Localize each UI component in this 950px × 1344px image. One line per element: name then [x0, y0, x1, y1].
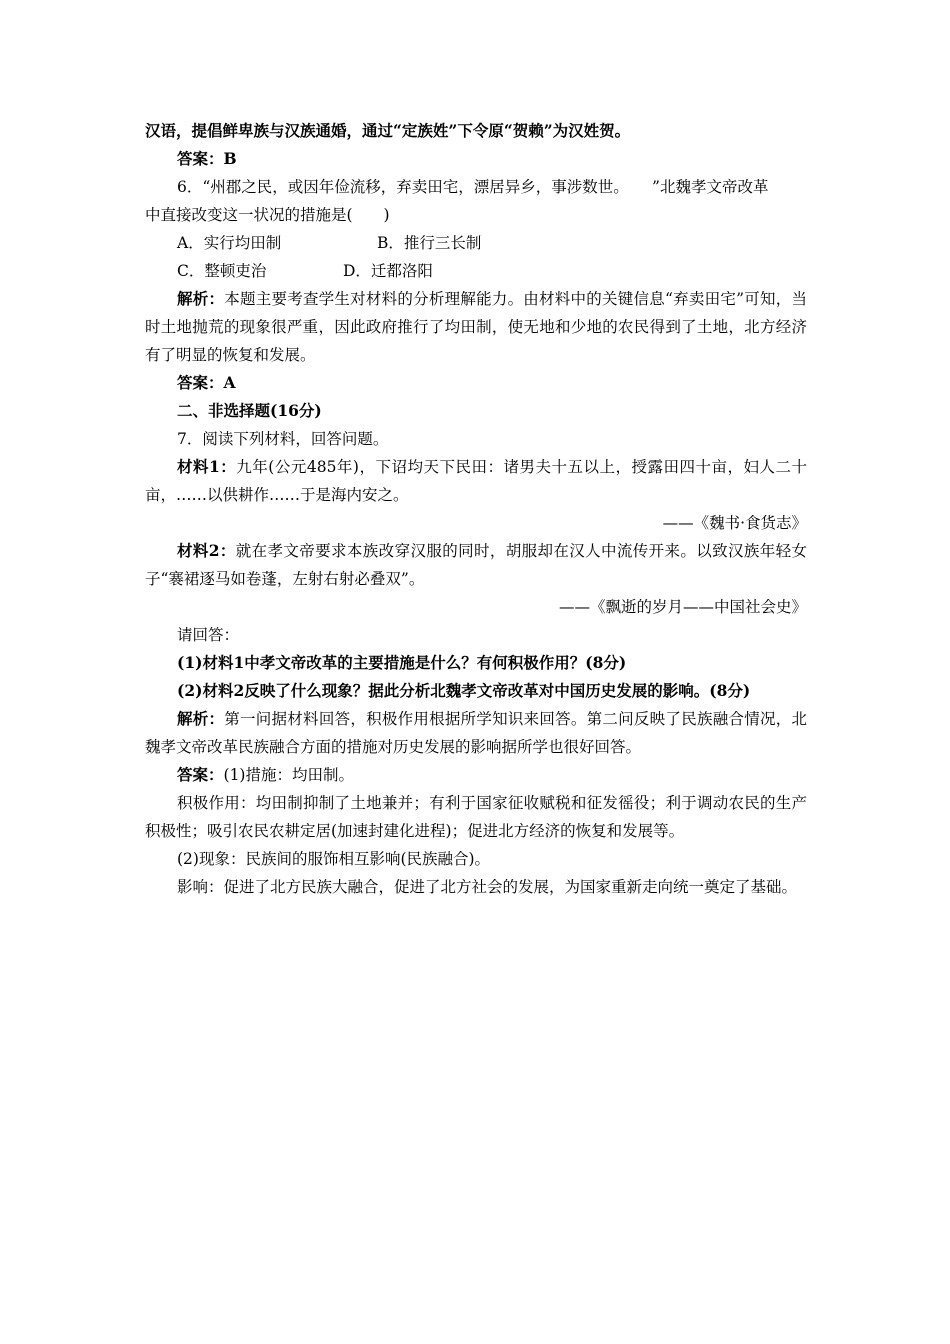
q6-stem-line2: 中直接改变这一状况的措施是( ) [145, 206, 390, 224]
q7-answer-2: (2)现象：民族间的服饰相互影响(民族融合)。 [177, 850, 491, 868]
q5-text-tail: 汉语，提倡鲜卑族与汉族通婚，通过“定族姓”下令原“贺赖”为汉姓贺。 [145, 121, 631, 140]
q6-option-b: B．推行三长制 [377, 234, 482, 252]
q6-stem-line1: 6．“州郡之民，或因年俭流移，弃卖田宅，漂居异乡，事涉数世。 ”北魏孝文帝改革 [177, 178, 769, 196]
q7-answer-2-effect: 影响：促进了北方民族大融合，促进了北方社会的发展，为国家重新走向统一奠定了基础。 [177, 878, 798, 896]
q6-analysis-label: 解析： [177, 289, 225, 308]
q7-material1-label: 材料1： [177, 457, 237, 476]
q7-analysis-label: 解析： [177, 709, 225, 728]
q7-answer-1-effect: 积极作用：均田制抑制了土地兼并；有利于国家征收赋税和征发徭役；利于调动农民的生产积极性；吸引农民农耕定居(加速封建化进程)；促进北方经济的恢复和发展等。 [145, 794, 807, 840]
q7-answer-1-text: (1)措施：均田制。 [223, 766, 354, 784]
q6-option-a: A．实行均田制 [177, 234, 282, 252]
q7-answer-1 [145, 761, 807, 789]
q7-stem: 7．阅读下列材料，回答问题。 [177, 430, 389, 448]
q6-options-row1 [145, 229, 807, 257]
q7-material2-text: 就在孝文帝要求本族改穿汉服的同时，胡服却在汉人中流传开来。以致汉族年轻女子“褰裙逐马如卷蓬，左射右射必叠双”。 [145, 542, 807, 588]
q6-answer: 答案：A [177, 373, 236, 392]
q7-subquestion-1: (1)材料1中孝文帝改革的主要措施是什么？有何积极作用？(8分) [177, 653, 627, 672]
q6-option-d: D．迁都洛阳 [343, 262, 433, 280]
q7-answer-label: 答案： [177, 765, 224, 784]
q6-option-c: C．整顿吏治 [177, 262, 267, 280]
section2-title: 二、非选择题(16分) [177, 401, 322, 420]
q6-analysis [145, 285, 807, 369]
q7-subquestion-2: (2)材料2反映了什么现象？据此分析北魏孝文帝改革对中国历史发展的影响。(8分) [177, 681, 751, 700]
q7-material2-label: 材料2： [177, 541, 236, 560]
document-page [145, 117, 807, 901]
q6-analysis-text: 本题主要考查学生对材料的分析理解能力。由材料中的关键信息“弃卖田宅”可知，当时土地抛荒的现象很严重，因此政府推行了均田制，使无地和少地的农民得到了土地，北方经济有了明显的恢复和发展。 [145, 290, 807, 364]
q6-options-row2 [145, 257, 807, 285]
q7-analysis-text: 第一问据材料回答，积极作用根据所学知识来回答。第二问反映了民族融合情况，北魏孝文帝改革民族融合方面的措施对历史发展的影响据所学也很好回答。 [145, 710, 807, 756]
q7-material1 [145, 453, 807, 509]
q5-answer: 答案：B [177, 149, 237, 168]
q7-analysis [145, 705, 807, 761]
q7-material2 [145, 537, 807, 593]
q7-material1-source: ——《魏书·食货志》 [662, 514, 807, 532]
q7-material2-source: ——《飘逝的岁月——中国社会史》 [558, 598, 807, 616]
q7-material1-text: 九年(公元485年)，下诏均天下民田：诸男夫十五以上，授露田四十亩，妇人二十亩，……以供耕作……于是海内安之。 [145, 458, 807, 504]
q7-prompt: 请回答： [177, 626, 240, 644]
